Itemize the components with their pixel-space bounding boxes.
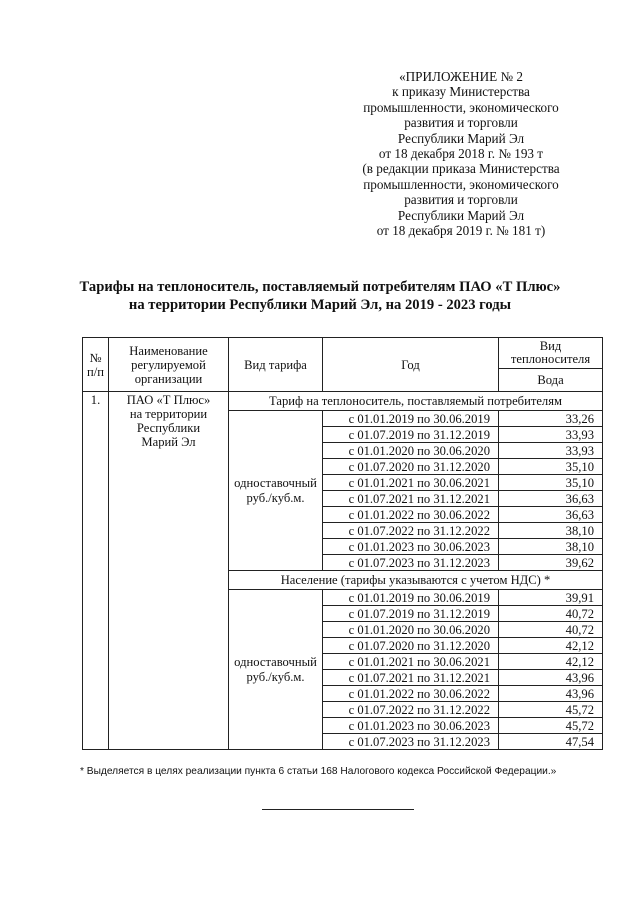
tariff-period: с 01.07.2021 по 31.12.2021 — [323, 670, 499, 686]
appendix-line: Республики Марий Эл — [397, 130, 525, 146]
tariff-period: с 01.01.2021 по 30.06.2021 — [323, 654, 499, 670]
header-number: № п/п — [83, 338, 109, 392]
tariff-period: с 01.01.2023 по 30.06.2023 — [323, 718, 499, 734]
header-water: Вода — [499, 369, 603, 392]
tariff-period: с 01.07.2019 по 31.12.2019 — [323, 606, 499, 622]
section-label: Население (тарифы указываются с учетом НДС) * — [229, 571, 603, 590]
tariff-value: 43,96 — [499, 670, 603, 686]
document-title — [60, 278, 580, 314]
tariff-value: 38,10 — [499, 539, 603, 555]
tariff-value: 40,72 — [499, 622, 603, 638]
tariff-period: с 01.01.2020 по 30.06.2020 — [323, 443, 499, 459]
footnote: * Выделяется в целях реализации пункта 6 статьи 168 Налогового кодекса Российской Федерации.» — [80, 766, 557, 777]
tariff-value: 33,93 — [499, 427, 603, 443]
tariff-period: с 01.07.2020 по 31.12.2020 — [323, 459, 499, 475]
appendix-line: к приказу Министерства — [392, 84, 530, 100]
tariff-value: 47,54 — [499, 734, 603, 750]
tariff-period: с 01.07.2023 по 31.12.2023 — [323, 734, 499, 750]
tariff-table-body — [83, 392, 603, 750]
tariff-value: 36,63 — [499, 491, 603, 507]
header-organization: Наименование регулируемой организации — [109, 338, 229, 392]
tariff-value: 39,91 — [499, 590, 603, 606]
title-line-1: Тарифы на теплоноситель, поставляемый потребителям ПАО «Т Плюс» — [79, 279, 561, 295]
tariff-value: 35,10 — [499, 475, 603, 491]
appendix-line: от 18 декабря 2018 г. № 193 т — [378, 146, 544, 162]
tariff-period: с 01.01.2019 по 30.06.2019 — [323, 411, 499, 427]
tariff-value: 33,93 — [499, 443, 603, 459]
tariff-value: 45,72 — [499, 702, 603, 718]
tariff-period: с 01.01.2021 по 30.06.2021 — [323, 475, 499, 491]
tariff-period: с 01.07.2022 по 31.12.2022 — [323, 702, 499, 718]
header-carrier-type: Вид теплоносителя — [499, 338, 603, 369]
tariff-value: 36,63 — [499, 507, 603, 523]
tariff-type: одноставочный руб./куб.м. — [229, 411, 323, 571]
tariff-period: с 01.07.2019 по 31.12.2019 — [323, 427, 499, 443]
tariff-value: 40,72 — [499, 606, 603, 622]
tariff-period: с 01.07.2023 по 31.12.2023 — [323, 555, 499, 571]
tariff-value: 35,10 — [499, 459, 603, 475]
tariff-period: с 01.07.2022 по 31.12.2022 — [323, 523, 499, 539]
tariff-period: с 01.01.2022 по 30.06.2022 — [323, 507, 499, 523]
appendix-line: развития и торговли — [404, 115, 518, 131]
tariff-value: 45,72 — [499, 718, 603, 734]
appendix-line: Республики Марий Эл — [397, 207, 525, 223]
appendix-line: (в редакции приказа Министерства — [362, 161, 560, 177]
appendix-block — [346, 69, 576, 238]
title-line-2: на территории Республики Марий Эл, на 2019 - 2023 годы — [128, 297, 512, 313]
tariff-period: с 01.01.2023 по 30.06.2023 — [323, 539, 499, 555]
appendix-line: развития и торговли — [404, 192, 518, 208]
tariff-value: 42,12 — [499, 654, 603, 670]
header-tariff-type: Вид тарифа — [229, 338, 323, 392]
section-label: Тариф на теплоноситель, поставляемый потребителям — [229, 392, 603, 411]
tariff-period: с 01.07.2021 по 31.12.2021 — [323, 491, 499, 507]
tariff-period: с 01.07.2020 по 31.12.2020 — [323, 638, 499, 654]
appendix-line: промышленности, экономического — [363, 99, 559, 115]
tariff-value: 38,10 — [499, 523, 603, 539]
appendix-line: «ПРИЛОЖЕНИЕ № 2 — [399, 69, 523, 84]
tariff-period: с 01.01.2020 по 30.06.2020 — [323, 622, 499, 638]
row-number: 1. — [83, 392, 109, 750]
appendix-line: промышленности, экономического — [363, 176, 559, 192]
section-row — [83, 392, 603, 411]
tariff-period: с 01.01.2022 по 30.06.2022 — [323, 686, 499, 702]
tariff-period: с 01.01.2019 по 30.06.2019 — [323, 590, 499, 606]
tariff-table — [82, 337, 603, 750]
tariff-type: одноставочный руб./куб.м. — [229, 590, 323, 750]
signature-rule — [262, 809, 414, 810]
tariff-value: 43,96 — [499, 686, 603, 702]
tariff-value: 39,62 — [499, 555, 603, 571]
appendix-line: от 18 декабря 2019 г. № 181 т) — [376, 223, 546, 239]
tariff-value: 33,26 — [499, 411, 603, 427]
tariff-value: 42,12 — [499, 638, 603, 654]
organization-name: ПАО «Т Плюс» на территории Республики Марий Эл — [109, 392, 229, 750]
header-year: Год — [323, 338, 499, 392]
